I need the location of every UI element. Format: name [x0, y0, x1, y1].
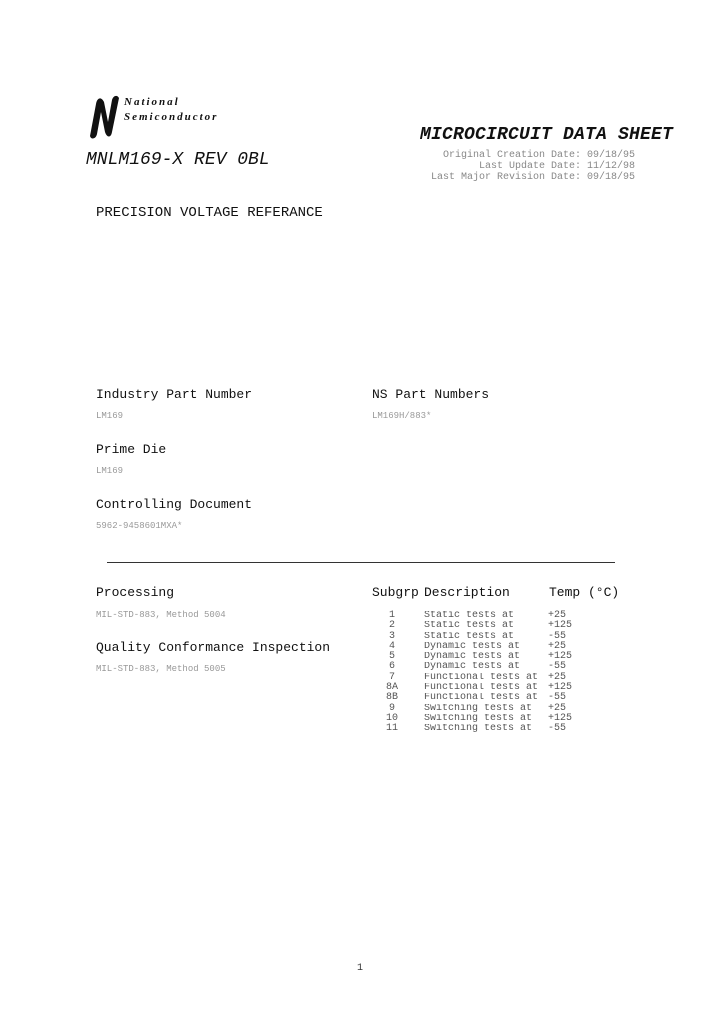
description-cell: Dynamic tests at: [424, 662, 521, 673]
national-semiconductor-logo: [86, 92, 246, 142]
document-title: MICROCIRCUIT DATA SHEET: [420, 125, 674, 145]
table-row: [372, 673, 608, 683]
description-header: Description: [424, 585, 510, 600]
subgrp-cell: 6: [388, 661, 395, 673]
subgrp-cell: 5: [388, 651, 395, 663]
industry-part-value: LM169: [96, 411, 124, 421]
qci-label: Quality Conformance Inspection: [96, 640, 331, 655]
controlling-document-value: 5962-9458601MXA*: [96, 521, 183, 531]
subgrp-cell: 11: [385, 723, 398, 735]
table-row: [372, 724, 608, 734]
subgroup-table: [372, 611, 608, 735]
original-creation-date: Original Creation Date: 09/18/95: [442, 150, 635, 161]
qci-value: MIL-STD-883, Method 5005: [96, 664, 226, 674]
divider: [107, 562, 615, 563]
temp-cell: +25: [548, 610, 567, 621]
ns-part-numbers-label: NS Part Numbers: [372, 387, 490, 402]
temp-cell: -55: [548, 630, 567, 642]
description-cell: Dynamic tests at: [424, 641, 521, 652]
temp-cell: -55: [548, 661, 567, 673]
table-row: [372, 642, 608, 652]
description-cell: Static tests at: [424, 621, 515, 632]
product-title: PRECISION VOLTAGE REFERANCE: [96, 205, 323, 221]
table-row: [372, 714, 608, 724]
subgrp-cell: 4: [388, 640, 395, 652]
prime-die-value: LM169: [96, 466, 124, 476]
industry-part-label: Industry Part Number: [96, 387, 253, 402]
temp-cell: +125: [548, 682, 573, 694]
ns-part-numbers-value: LM169H/883*: [372, 411, 432, 421]
temp-cell: -55: [548, 723, 567, 735]
table-row: [372, 621, 608, 631]
description-cell: Dynamic tests at: [424, 652, 521, 663]
temp-cell: -55: [548, 692, 567, 704]
table-row: [372, 652, 608, 662]
temp-cell: +125: [548, 620, 573, 632]
temp-cell: +25: [548, 640, 567, 652]
subgrp-cell: 9: [388, 702, 395, 714]
prime-die-label: Prime Die: [96, 442, 167, 457]
subgrp-cell: 7: [388, 671, 395, 683]
ns-logo-icon: [86, 92, 122, 140]
description-cell: Switching tests at: [424, 713, 533, 724]
temp-header: Temp (°C): [549, 585, 620, 600]
subgrp-cell: 8A: [385, 682, 398, 694]
description-cell: Static tests at: [424, 631, 515, 642]
subgrp-cell: 8B: [385, 692, 398, 704]
subgrp-header: Subgrp: [372, 585, 419, 600]
processing-value: MIL-STD-883, Method 5004: [96, 610, 226, 620]
last-update-date: Last Update Date: 11/12/98: [478, 161, 635, 172]
description-cell: Switching tests at: [424, 724, 533, 735]
table-row: [372, 632, 608, 642]
processing-label: Processing: [96, 585, 175, 600]
subgrp-cell: 3: [388, 630, 395, 642]
description-cell: Functional tests at: [424, 683, 539, 694]
logo-text-national: National: [124, 96, 180, 108]
table-row: [372, 611, 608, 621]
subgrp-cell: 2: [388, 620, 395, 632]
subgrp-cell: 10: [385, 712, 398, 724]
last-major-revision-date: Last Major Revision Date: 09/18/95: [430, 172, 635, 183]
controlling-document-label: Controlling Document: [96, 497, 253, 512]
page-number: 1: [356, 963, 363, 974]
date-block: [431, 150, 635, 183]
table-row: [372, 662, 608, 672]
subgrp-cell: 1: [388, 610, 395, 621]
part-revision: MNLM169-X REV 0BL: [86, 150, 270, 170]
temp-cell: +25: [548, 671, 567, 683]
description-cell: Functional tests at: [424, 693, 539, 704]
temp-cell: +125: [548, 651, 573, 663]
table-row: [372, 683, 608, 693]
logo-text-semiconductor: Semiconductor: [124, 111, 219, 123]
description-cell: Static tests at: [424, 611, 515, 621]
temp-cell: +25: [548, 702, 567, 714]
description-cell: Functional tests at: [424, 672, 539, 683]
description-cell: Switching tests at: [424, 703, 533, 714]
table-row: [372, 693, 608, 703]
temp-cell: +125: [548, 712, 573, 724]
table-row: [372, 704, 608, 714]
